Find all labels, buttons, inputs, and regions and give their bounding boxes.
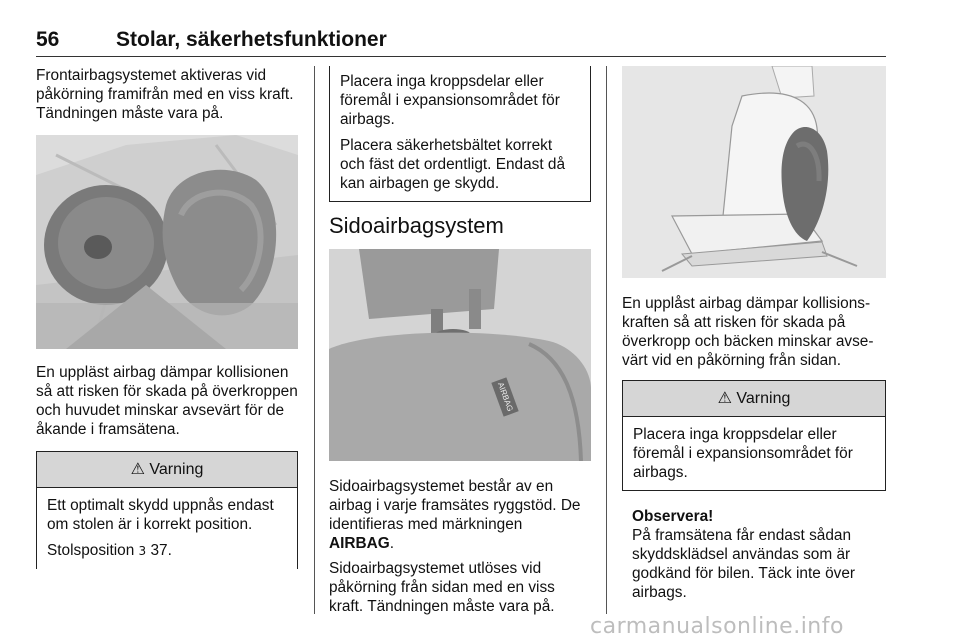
front-airbag-caption: En uppläst airbag dämpar kollisionen så att risken för skada på överkroppen och huvudet minskar avsevärt för de åkande i framsätena.: [36, 364, 298, 438]
column-2: [329, 66, 591, 616]
column-divider-1: [314, 66, 315, 614]
page-header: [36, 24, 886, 54]
warning-header: [37, 452, 297, 488]
frontairbag-intro: Frontairbagsystemet aktiveras vid påkörning framifrån med en viss kraft. Tändningen måste vara på.: [36, 67, 294, 122]
page-reference-arrow-icon: 3: [138, 544, 147, 558]
warning-body: [623, 417, 885, 490]
note-block: [622, 507, 886, 602]
warning-title: Varning: [736, 390, 791, 407]
seat-airbag-label-illustration: [329, 249, 591, 461]
note-text: På framsätena får endast sådan skyddsklädsel användas som är godkänd för bilen. Täck inte över airbags.: [632, 527, 856, 601]
warning-box-expansion: [622, 380, 886, 491]
section-title-side-airbag: Sidoairbagsystem: [329, 213, 504, 238]
header-rule: [36, 56, 886, 57]
seat-position-ref: [47, 541, 287, 561]
warning-text: Placera inga kroppsdelar eller föremål i expansionsområdet för airbags.: [633, 426, 853, 481]
desc-end: .: [389, 535, 394, 552]
box-text-body-parts: Placera inga kroppsdelar eller föremål i expansionsområdet för airbags.: [340, 73, 560, 128]
column-divider-2: [606, 66, 607, 614]
chapter-title: Stolar, säkerhetsfunktioner: [116, 28, 387, 51]
side-airbag-description: [329, 477, 591, 553]
page-reference-link[interactable]: 37.: [150, 542, 172, 559]
seat-airbag-tag: AIRBAG: [495, 381, 515, 413]
box-text-seatbelt: Placera säkerhetsbältet korrekt och fäst det ordentligt. Endast då kan airbagen ge skydd.: [340, 137, 566, 192]
warning-box-seat-position: [36, 451, 298, 569]
column-1: [36, 66, 298, 569]
warning-box-continued: [329, 66, 591, 202]
warning-body: [37, 488, 297, 569]
page-number: 56: [36, 28, 60, 51]
warning-title: Varning: [149, 461, 204, 478]
column-3: [622, 66, 886, 602]
desc-text: Sidoairbagsystemet består av en airbag i varje framsätes ryggstöd. De identifieras med märkningen: [329, 478, 581, 533]
warning-header: [623, 381, 885, 417]
seat-position-label: Stolsposition: [47, 542, 135, 559]
warning-text: Ett optimalt skydd uppnås endast om stolen är i korrekt position.: [47, 497, 274, 533]
front-airbags-illustration: [36, 135, 298, 349]
side-airbag-caption: En upplåst airbag dämpar kollisionskraften så att risken för skada på överkropp och bäcken minskar avsevärt vid en påkörning från sidan.: [622, 295, 874, 369]
warning-triangle-icon: ⚠: [130, 461, 145, 478]
warning-triangle-icon: ⚠: [717, 390, 732, 407]
airbag-marking-label: AIRBAG: [329, 535, 390, 552]
side-airbag-trigger: Sidoairbagsystemet utlöses vid påkörning från sidan med en viss kraft. Tändningen måste vara på.: [329, 560, 555, 615]
side-airbag-seat-illustration: [622, 66, 886, 278]
note-title: Observera!: [632, 508, 714, 525]
watermark: carmanualsonline.info: [590, 614, 844, 639]
